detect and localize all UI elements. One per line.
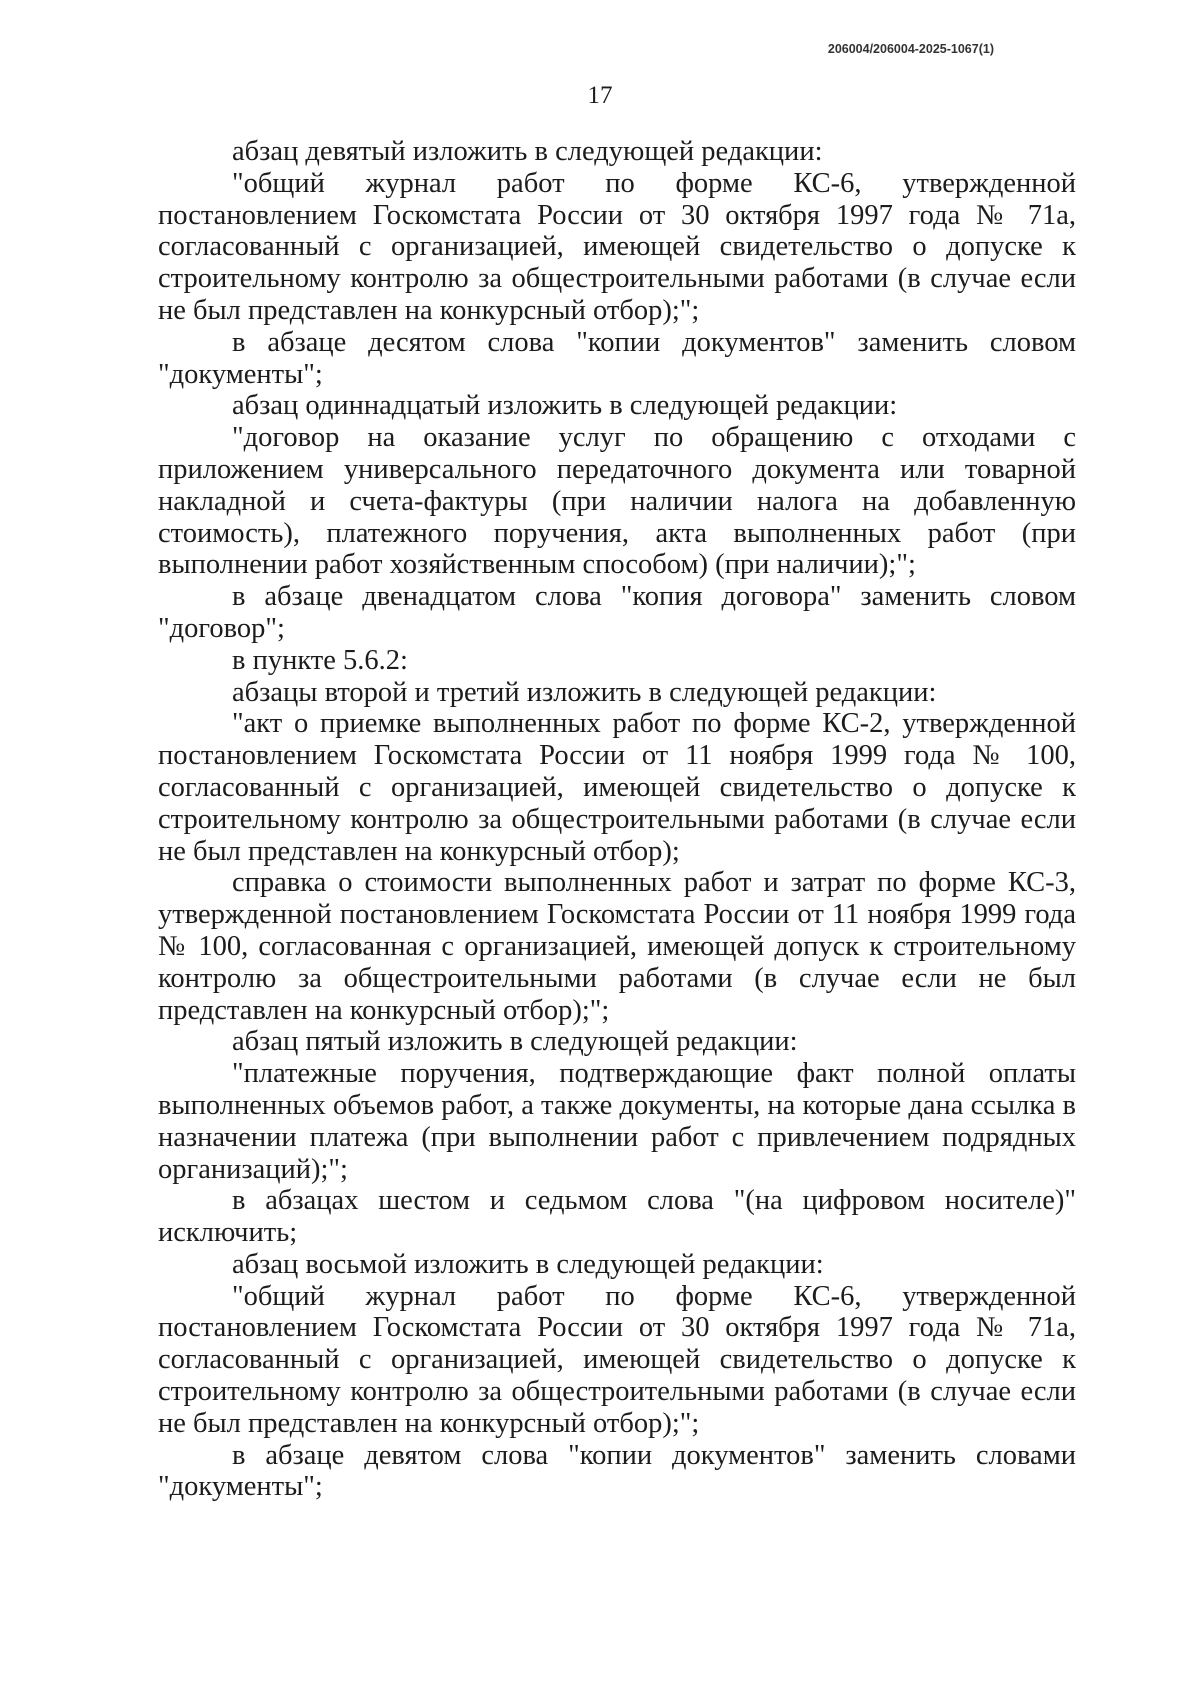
paragraph: абзац пятый изложить в следующей редакции: — [232, 1026, 798, 1058]
page-number: 17 — [587, 82, 613, 109]
paragraph: в абзаце девятом слова "копии документов" заменить словами "документы"; — [158, 1439, 1076, 1503]
paragraph: "платежные поручения, подтверждающие факт полной оплаты выполненных объемов работ, а также документы, на которые дана ссылка в назначении платежа (при выполнении работ с привлечением подрядных организаций);"; — [158, 1058, 1076, 1185]
paragraph: справка о стоимости выполненных работ и затрат по форме КС-3, утвержденной постановлением Госкомстата России от 11 ноября 1999 года № 100, согласованная с организацией, имеющей допуск к строительному контролю за общестроительными работами (в случае если не был представлен на конкурсный отбор);"; — [158, 867, 1076, 1026]
paragraph: в абзаце десятом слова "копии документов" заменить словом "документы"; — [158, 326, 1076, 390]
paragraph: абзац одиннадцатый изложить в следующей редакции: — [232, 390, 898, 422]
paragraph: абзац восьмой изложить в следующей редакции: — [232, 1248, 824, 1280]
paragraph: абзацы второй и третий изложить в следующей редакции: — [232, 676, 937, 708]
paragraph: "договор на оказание услуг по обращению с отходами с приложением универсального передаточного документа или товарной накладной и счета-фактуры (при наличии налога на добавленную стоимость), платежного поручения, акта выполненных работ (при выполнении работ хозяйственным способом) (при наличии);"; — [158, 422, 1076, 581]
document-id: 206004/206004-2025-1067(1) — [827, 42, 994, 56]
paragraph: в абзацах шестом и седьмом слова "(на цифровом носителе)" исключить; — [158, 1185, 1076, 1249]
paragraph: в пункте 5.6.2: — [232, 644, 408, 676]
paragraph: абзац девятый изложить в следующей редакции: — [232, 136, 823, 167]
document-body — [158, 136, 1076, 1503]
paragraph: "общий журнал работ по форме КС-6, утвержденной постановлением Госкомстата России от 30 октября 1997 года № 71а, согласованный с организацией, имеющей свидетельство о допуске к строительному контролю за общестроительными работами (в случае если не был представлен на конкурсный отбор);"; — [158, 167, 1076, 326]
paragraph: "общий журнал работ по форме КС-6, утвержденной постановлением Госкомстата России от 30 октября 1997 года № 71а, согласованный с организацией, имеющей свидетельство о допуске к строительному контролю за общестроительными работами (в случае если не был представлен на конкурсный отбор);"; — [158, 1280, 1076, 1439]
paragraph: "акт о приемке выполненных работ по форме КС-2, утвержденной постановлением Госкомстата России от 11 ноября 1999 года № 100, согласованный с организацией, имеющей свидетельство о допуске к строительному контролю за общестроительными работами (в случае если не был представлен на конкурсный отбор); — [158, 708, 1076, 867]
paragraph: в абзаце двенадцатом слова "копия договора" заменить словом "договор"; — [158, 581, 1076, 644]
